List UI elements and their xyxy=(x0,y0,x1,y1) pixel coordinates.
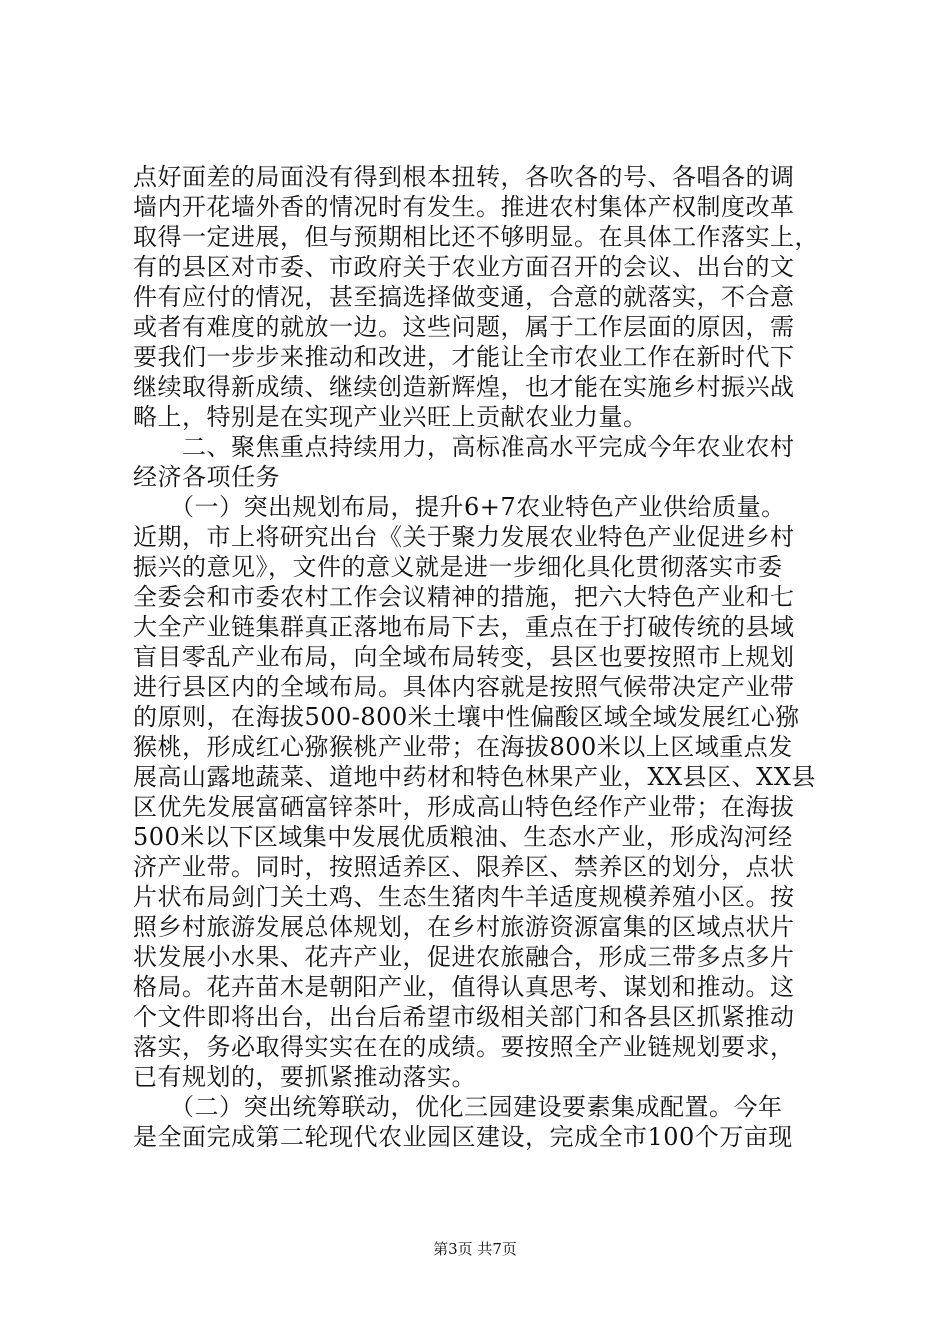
text-line: 区优先发展富硒富锌茶叶，形成高山特色经作产业带；在海拔 xyxy=(133,793,795,821)
text-line: 要我们一步步来推动和改进，才能让全市农业工作在新时代下 xyxy=(133,343,795,371)
text-line: 略上，特别是在实现产业兴旺上贡献农业力量。 xyxy=(133,403,648,431)
subsection-heading-line: （一）突出规划布局，提升6+7农业特色产业供给质量。 xyxy=(133,493,786,521)
section-heading-line: 经济各项任务 xyxy=(133,463,280,491)
text-line: 盲目零乱产业布局，向全域布局转变，县区也要按照市上规划 xyxy=(133,643,795,671)
text-line: 点好面差的局面没有得到根本扭转，各吹各的号、各唱各的调 xyxy=(133,163,795,191)
text-line: 是全面完成第二轮现代农业园区建设，完成全市100个万亩现 xyxy=(133,1123,793,1151)
text-line: 墙内开花墙外香的情况时有发生。推进农村集体产权制度改革 xyxy=(133,193,795,221)
text-line: 济产业带。同时，按照适养区、限养区、禁养区的划分，点状 xyxy=(133,853,795,881)
text-line: 状发展小水果、花卉产业，促进农旅融合，形成三带多点多片 xyxy=(133,943,795,971)
text-line: 的原则，在海拔500-800米土壤中性偏酸区域全域发展红心猕 xyxy=(133,703,800,731)
body-text xyxy=(133,162,828,1152)
text-line: 已有规划的，要抓紧推动落实。 xyxy=(133,1063,476,1091)
text-line: 全委会和市委农村工作会议精神的措施，把六大特色产业和七 xyxy=(133,583,795,611)
text-line: 格局。花卉苗木是朝阳产业，值得认真思考、谋划和推动。这 xyxy=(133,973,795,1001)
text-line: 照乡村旅游发展总体规划，在乡村旅游资源富集的区域点状片 xyxy=(133,913,795,941)
text-line: 猴桃，形成红心猕猴桃产业带；在海拔800米以上区域重点发 xyxy=(133,733,793,761)
text-line: 展高山露地蔬菜、道地中药材和特色林果产业，XX县区、XX县 xyxy=(133,763,816,791)
subsection-heading-line: （二）突出统筹联动，优化三园建设要素集成配置。今年 xyxy=(133,1093,783,1121)
section-heading-line: 二、聚焦重点持续用力，高标准高水平完成今年农业农村 xyxy=(133,433,795,461)
text-line: 近期，市上将研究出台《关于聚力发展农业特色产业促进乡村 xyxy=(133,523,795,551)
text-line: 个文件即将出台，出台后希望市级相关部门和各县区抓紧推动 xyxy=(133,1003,795,1031)
text-line: 进行县区内的全域布局。具体内容就是按照气候带决定产业带 xyxy=(133,673,795,701)
text-line: 或者有难度的就放一边。这些问题，属于工作层面的原因，需 xyxy=(133,313,795,341)
text-line: 有的县区对市委、市政府关于农业方面召开的会议、出台的文 xyxy=(133,253,795,281)
text-line: 500米以下区域集中发展优质粮油、生态水产业，形成沟河经 xyxy=(133,823,793,851)
text-line: 件有应付的情况，甚至搞选择做变通，合意的就落实，不合意 xyxy=(133,283,795,311)
text-line: 振兴的意见》，文件的意义就是进一步细化具化贯彻落实市委 xyxy=(133,553,783,581)
text-line: 落实，务必取得实实在在的成绩。要按照全产业链规划要求， xyxy=(133,1033,795,1061)
text-line: 片状布局剑门关土鸡、生态生猪肉牛羊适度规模养殖小区。按 xyxy=(133,883,795,911)
text-line: 取得一定进展，但与预期相比还不够明显。在具体工作落实上， xyxy=(133,223,819,251)
page-number-footer: 第3页 共7页 xyxy=(433,1240,517,1258)
text-line: 继续取得新成绩、继续创造新辉煌，也才能在实施乡村振兴战 xyxy=(133,373,795,401)
text-line: 大全产业链集群真正落地布局下去，重点在于打破传统的县域 xyxy=(133,613,795,641)
